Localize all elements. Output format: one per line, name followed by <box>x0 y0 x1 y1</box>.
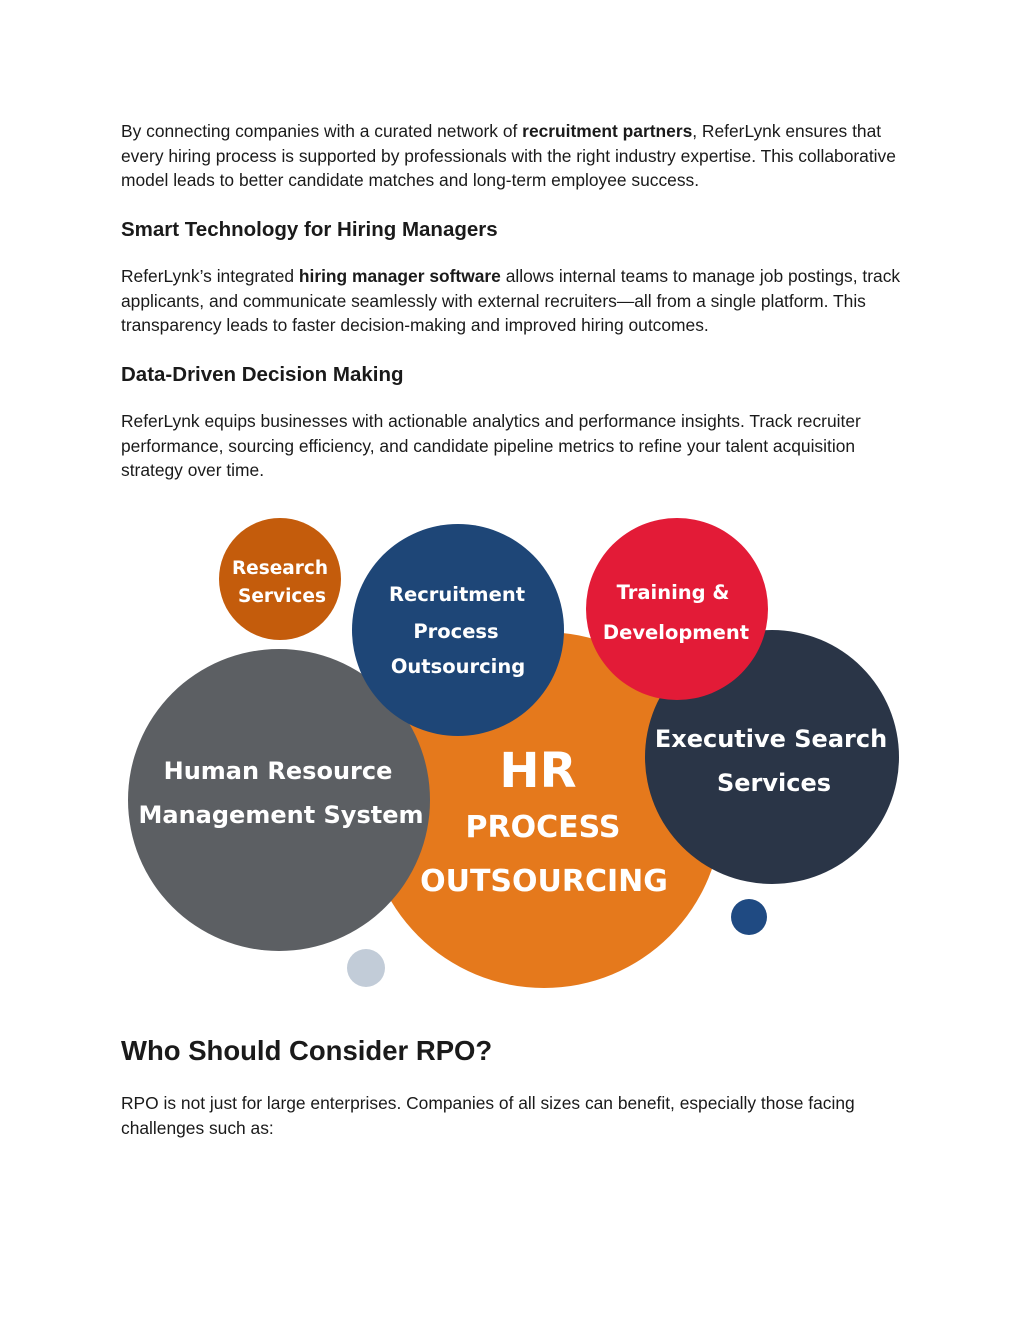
intro-paragraph <box>121 119 911 193</box>
executive-line1: Executive Search <box>654 725 888 753</box>
smart-text-end: allows internal teams to manage job postings, track applicants, and communicate seamlessly with external recruiters—all from a single platform. This transparency leads to faster decision-making and improved hiring outcomes. <box>121 266 901 335</box>
center-line2: PROCESS <box>465 810 621 845</box>
data-driven-paragraph: ReferLynk equips businesses with actionable analytics and performance insights. Track recruiter performance, sourcing efficiency, and candidate pipeline metrics to refine your talent acquisition strategy over time. <box>121 411 861 480</box>
hrms-line2: Management System <box>138 801 424 829</box>
center-line3: OUTSOURCING <box>420 864 668 899</box>
research-line2: Services <box>238 586 326 607</box>
intro-text-end: , ReferLynk ensures that every hiring process is supported by professionals with the right industry expertise. This collaborative model leads to better candidate matches and long-term employee success. <box>121 121 896 190</box>
heading-who-should-consider: Who Should Consider RPO? <box>121 1035 493 1066</box>
executive-line2: Services <box>716 769 832 797</box>
intro-text-start: By connecting companies with a curated network of <box>121 121 523 141</box>
who-should-consider-paragraph: RPO is not just for large enterprises. Companies of all sizes can benefit, especially those facing challenges such as: <box>121 1093 855 1138</box>
heading-data-driven: Data-Driven Decision Making <box>121 363 404 386</box>
smart-bold-phrase: hiring manager software <box>298 266 501 286</box>
recruitment-line1: Recruitment <box>388 583 526 606</box>
training-bubble <box>586 518 768 700</box>
training-line2: Development <box>602 621 750 644</box>
hrms-line1: Human Resource <box>163 757 393 785</box>
decorative-dot-blue <box>731 899 767 935</box>
center-line1: HR <box>499 743 577 799</box>
decorative-dot-light <box>347 949 385 987</box>
smart-text-start: ReferLynk’s integrated <box>121 266 299 286</box>
hr-outsourcing-infographic <box>120 505 910 1000</box>
intro-bold-phrase: recruitment partners <box>522 121 693 141</box>
recruitment-line3: Outsourcing <box>390 655 526 678</box>
research-line1: Research <box>231 558 329 579</box>
smart-technology-paragraph <box>121 264 911 338</box>
recruitment-line2: Process <box>413 620 499 643</box>
research-bubble <box>219 518 341 640</box>
training-line1: Training & <box>616 581 730 604</box>
heading-smart-technology: Smart Technology for Hiring Managers <box>121 218 498 241</box>
